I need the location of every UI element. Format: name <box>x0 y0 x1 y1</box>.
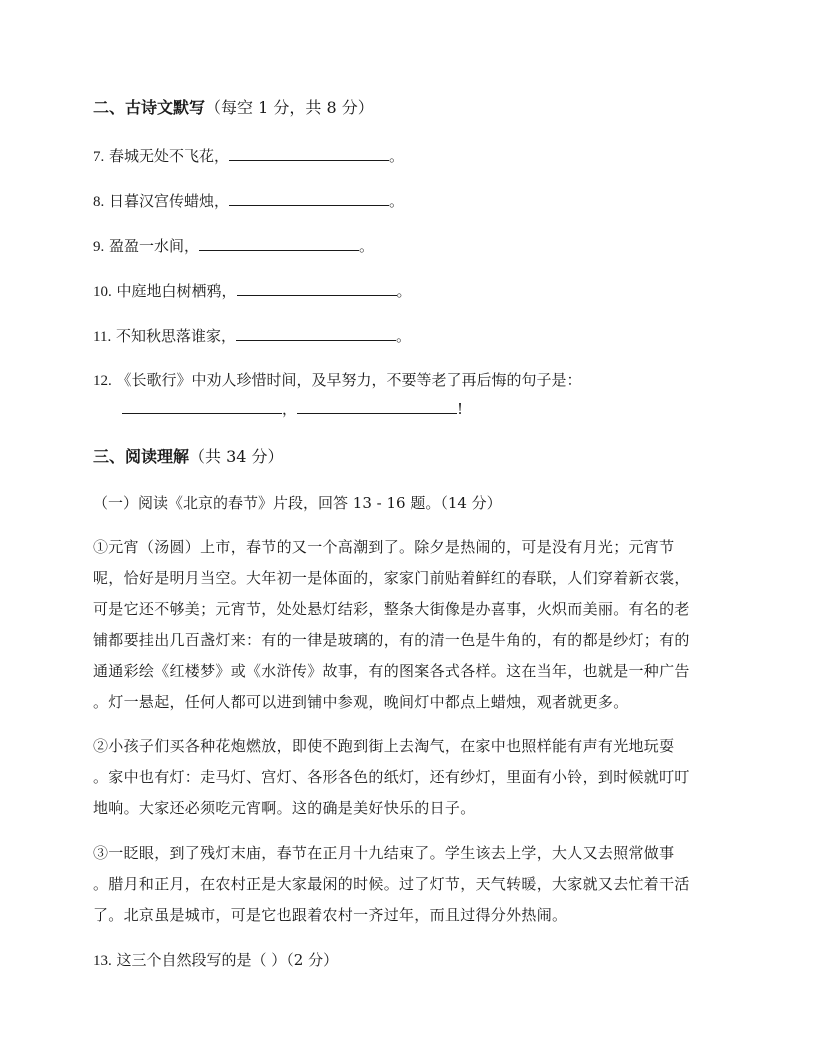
question-13 <box>93 949 338 970</box>
answer-blank[interactable] <box>236 326 396 341</box>
question-number: 10. <box>93 284 112 300</box>
question-12 <box>93 369 582 390</box>
question-text: 中庭地白树栖鸦， <box>116 282 237 300</box>
answer-separator: ， <box>282 400 298 418</box>
passage-line: ①元宵（汤圆）上市，春节的又一个高潮到了。除夕是热闹的，可是没有月光；元宵节 <box>93 538 675 556</box>
passage-line: 了。北京虽是城市，可是它也跟着农村一齐过年，而且过得分外热闹。 <box>93 906 568 924</box>
question-end: 。 <box>396 327 412 345</box>
question-end: 。 <box>396 282 412 300</box>
question-12-answers <box>122 398 463 419</box>
question-number: 8. <box>93 194 105 210</box>
question-text: 盈盈一水间， <box>109 237 200 255</box>
question-text: 春城无处不飞花， <box>109 147 230 165</box>
passage-paragraph-2 <box>93 731 728 824</box>
question-number: 12. <box>93 373 112 389</box>
passage-line: ③一眨眼，到了残灯末庙，春节在正月十九结束了。学生该去上学，大人又去照常做事 <box>93 844 675 862</box>
answer-blank[interactable] <box>229 191 389 206</box>
answer-blank[interactable] <box>229 146 389 161</box>
question-text: 日暮汉宫传蜡烛， <box>109 192 230 210</box>
passage-line: 。腊月和正月，在农村正是大家最闲的时候。过了灯节，天气转暖，大家就又去忙着干活 <box>93 875 690 893</box>
answer-blank[interactable] <box>199 236 359 251</box>
passage-line: 。家中也有灯：走马灯、宫灯、各形各色的纸灯，还有纱灯，里面有小铃，到时候就叮叮 <box>93 768 690 786</box>
section-3-heading <box>93 444 284 467</box>
question-number: 7. <box>93 149 105 165</box>
question-end: 。 <box>359 237 375 255</box>
section-3-points: （共 34 分） <box>189 447 284 466</box>
section-2-heading <box>93 95 374 118</box>
question-end: 。 <box>389 192 405 210</box>
answer-blank[interactable] <box>122 399 282 414</box>
passage-line: 铺都要挂出几百盏灯来：有的一律是玻璃的，有的清一色是牛角的，有的都是纱灯；有的 <box>93 631 690 649</box>
section-3-title: 三、阅读理解 <box>93 447 190 466</box>
question-9 <box>93 235 374 256</box>
passage-line: 可是它还不够美；元宵节，处处悬灯结彩，整条大街像是办喜事，火炽而美丽。有名的老 <box>93 600 690 618</box>
question-11 <box>93 325 411 346</box>
question-text: 这三个自然段写的是（ ）（2 分） <box>116 951 339 969</box>
reading-intro: （一）阅读《北京的春节》片段，回答 13 - 16 题。（14 分） <box>93 494 502 512</box>
question-end: ! <box>457 400 464 418</box>
section-2-points: （每空 1 分，共 8 分） <box>205 98 374 117</box>
passage-line: 呢，恰好是明月当空。大年初一是体面的，家家门前贴着鲜红的春联，人们穿着新衣裳， <box>93 569 690 587</box>
passage-line: 通通彩绘《红楼梦》或《水浒传》故事，有的图案各式各样。这在当年，也就是一种广告 <box>93 662 690 680</box>
question-end: 。 <box>389 147 405 165</box>
question-number: 11. <box>93 329 112 345</box>
answer-blank[interactable] <box>297 399 457 414</box>
question-10 <box>93 280 412 301</box>
question-7 <box>93 145 404 166</box>
passage-line: 。灯一悬起，任何人都可以进到铺中参观，晚间灯中都点上蜡烛，观者就更多。 <box>93 693 629 711</box>
question-number: 9. <box>93 239 105 255</box>
section-2-title: 二、古诗文默写 <box>93 98 206 117</box>
passage-line: ②小孩子们买各种花炮燃放，即使不跑到街上去淘气，在家中也照样能有声有光地玩耍 <box>93 737 675 755</box>
passage-paragraph-3 <box>93 838 728 931</box>
answer-blank[interactable] <box>237 281 397 296</box>
passage-paragraph-1 <box>93 532 728 718</box>
passage-line: 地响。大家还必须吃元宵啊。这的确是美好快乐的日子。 <box>93 799 476 817</box>
question-8 <box>93 190 404 211</box>
question-text: 不知秋思落谁家， <box>115 327 236 345</box>
question-text: 《长歌行》中劝人珍惜时间，及早努力，不要等老了再后悔的句子是： <box>116 371 582 389</box>
question-number: 13. <box>93 953 112 969</box>
